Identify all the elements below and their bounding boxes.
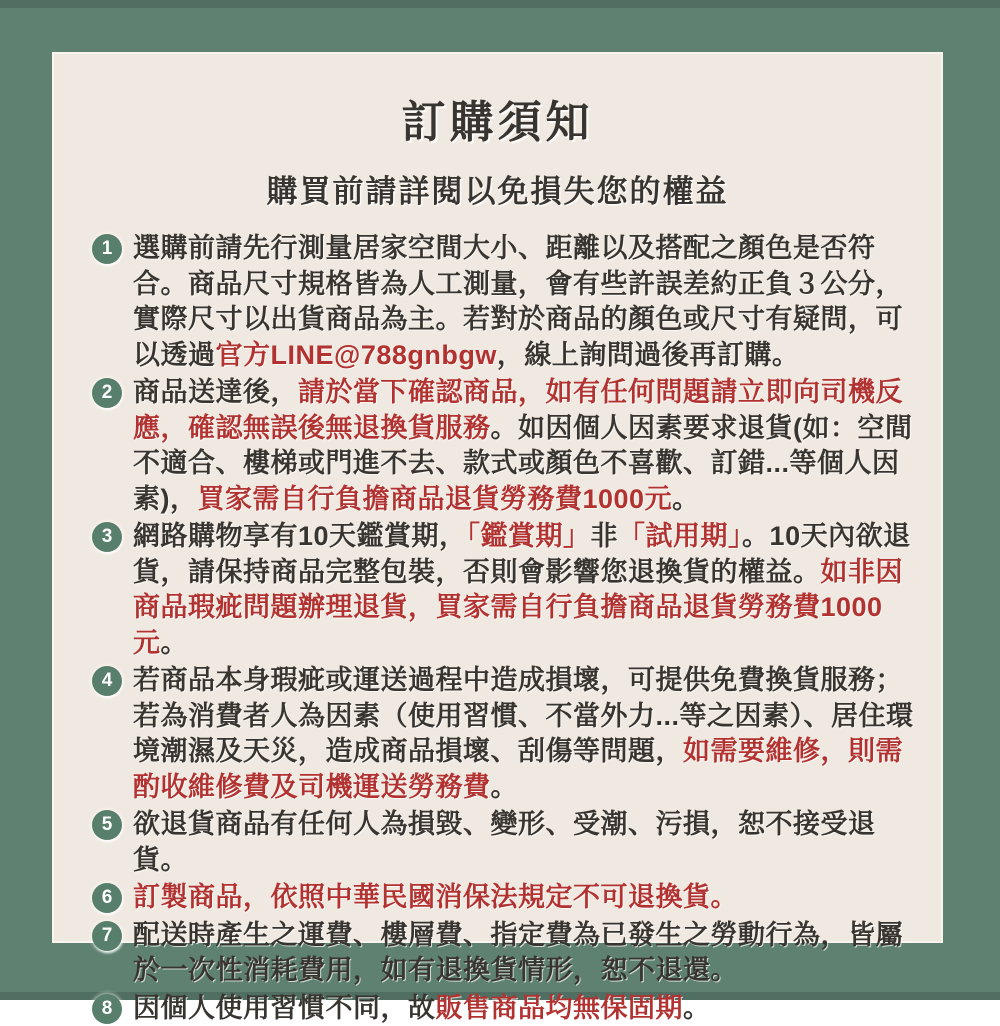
notice-text-highlight: 買家需自行負擔商品退貨勞務費1000元 xyxy=(198,484,673,514)
notice-text xyxy=(133,231,917,373)
notice-text-segment: ，線上詢問過後再訂購。 xyxy=(497,340,800,370)
notice-text-segment: 欲退貨商品有任何人為損毀、變形、受潮、污損，恕不接受退貨。 xyxy=(133,809,876,875)
notice-item xyxy=(92,519,917,661)
notice-text-highlight: 販售商品均無保固期 xyxy=(436,993,684,1023)
notice-text-highlight: 訂製商品，依照中華民國消保法規定不可退換貨。 xyxy=(133,882,738,912)
item-number-badge: 1 xyxy=(92,234,122,264)
notice-text-highlight: 「鑑賞期」 xyxy=(467,521,591,551)
notice-text-segment: 配送時產生之運費、樓層費、指定費為已發生之勞動行為，皆屬於一次性消耗費用，如有退換貨情形，恕不退還。 xyxy=(133,920,903,986)
notice-text-segment: 因個人使用習慣不同，故 xyxy=(133,993,436,1023)
notice-text-segment: 選購前請先行測量居家空間大小、距離以及搭配之顏色是否符合。商品尺寸規格皆為人工測量，會有些許誤差約正負３公分，實際尺寸以出貨商品為主。若對於商品的顏色或尺寸有疑問，可以透過 xyxy=(133,233,903,370)
notice-text-highlight: 「試用期」 xyxy=(618,521,742,551)
notice-text-segment: 。 xyxy=(672,484,700,514)
notice-text-segment: 若商品本身瑕疵或運送過程中造成損壞，可提供免費換貨服務；若為消費者人為因素（使用習慣、不當外力...等之因素）、居住環境潮濕及天災，造成商品損壞、刮傷等問題， xyxy=(133,665,914,766)
notice-list xyxy=(92,231,917,1026)
notice-text xyxy=(133,991,917,1026)
notice-text xyxy=(133,918,917,989)
notice-item xyxy=(92,663,917,805)
notice-text xyxy=(133,807,917,878)
notice-text-highlight: 如需要維修，則需酌收維修費及司機運送勞務費 xyxy=(133,736,903,802)
notice-text-segment: 。如因個人因素要求退貨(如：空間不適合、樓梯或門進不去、款式或顏色不喜歡、訂錯...等個人因素)， xyxy=(133,413,913,514)
top-edge-shade xyxy=(0,0,1000,8)
notice-text xyxy=(133,519,917,661)
item-number-badge: 2 xyxy=(92,378,122,408)
notice-item xyxy=(92,375,917,517)
notice-text-segment: 。 xyxy=(683,993,711,1023)
notice-text-segment: 。10天內欲退貨，請保持商品完整包裝，否則會影響您退換貨的權益。 xyxy=(133,521,911,587)
item-number-badge: 3 xyxy=(92,522,122,552)
notice-text xyxy=(133,375,917,517)
notice-text xyxy=(133,880,917,916)
notice-item xyxy=(92,991,917,1026)
notice-item xyxy=(92,807,917,878)
notice-text xyxy=(133,663,917,805)
page-subtitle: 購買前請詳閱以免損失您的權益 xyxy=(54,166,941,211)
notice-item xyxy=(92,918,917,989)
notice-text-segment: 。 xyxy=(161,628,189,658)
notice-text-segment: 網路購物享有10天鑑賞期， xyxy=(133,521,467,551)
item-number-badge: 6 xyxy=(92,883,122,913)
notice-item xyxy=(92,880,917,916)
item-number-badge: 4 xyxy=(92,666,122,696)
notice-panel xyxy=(52,52,943,943)
notice-text-highlight: 如非因商品瑕疵問題辦理退貨，買家需自行負擔商品退貨勞務費1000元 xyxy=(133,557,903,658)
notice-text-segment: 商品送達後， xyxy=(133,377,298,407)
notice-text-segment: 。 xyxy=(491,772,519,802)
notice-text-highlight: 請於當下確認商品，如有任何問題請立即向司機反應，確認無誤後無退換貨服務 xyxy=(133,377,903,443)
page-title: 訂購須知 xyxy=(54,86,941,150)
item-number-badge: 5 xyxy=(92,810,122,840)
notice-text-highlight: 官方LINE@788gnbgw xyxy=(216,340,497,370)
item-number-badge: 8 xyxy=(92,994,122,1024)
notice-item xyxy=(92,231,917,373)
item-number-badge: 7 xyxy=(92,921,122,951)
notice-text-segment: 非 xyxy=(591,521,619,551)
